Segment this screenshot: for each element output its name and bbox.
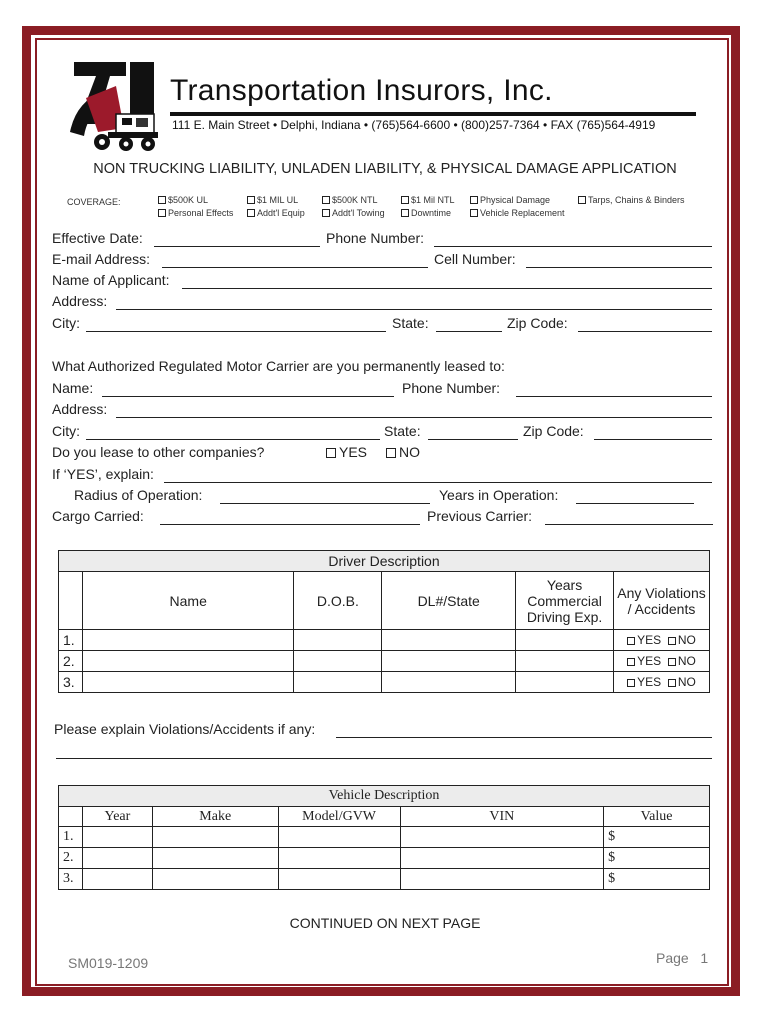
checkbox[interactable] (578, 196, 586, 204)
continued-note: CONTINUED ON NEXT PAGE (289, 915, 481, 931)
coverage-option[interactable]: Downtime (401, 208, 451, 218)
company-name: Transportation Insurors, Inc. (170, 74, 553, 107)
coverage-label: COVERAGE: (67, 197, 121, 207)
carrier-address-line[interactable] (116, 417, 712, 418)
zip-line[interactable] (578, 331, 712, 332)
phone-line[interactable] (434, 246, 712, 247)
table-header: Make (152, 807, 278, 827)
table-header: D.O.B. (294, 572, 382, 630)
driver-table (58, 550, 710, 693)
table-header: Name (82, 572, 293, 630)
cell-line[interactable] (526, 267, 712, 268)
table-row (59, 827, 710, 848)
checkbox[interactable] (668, 679, 676, 687)
table-header (59, 807, 83, 827)
row-number: 1. (59, 827, 83, 848)
coverage-option[interactable]: Vehicle Replacement (470, 208, 565, 218)
email-line[interactable] (162, 267, 428, 268)
radius-line[interactable] (220, 503, 430, 504)
row-number: 1. (59, 630, 83, 651)
checkbox[interactable] (322, 196, 330, 204)
table-header: Model/GVW (278, 807, 400, 827)
radius-label: Radius of Operation: (74, 487, 203, 503)
zip-label: Zip Code: (507, 315, 568, 331)
carrier-address-label: Address: (52, 401, 108, 417)
coverage-option[interactable]: Physical Damage (470, 195, 550, 205)
coverage-option[interactable]: Tarps, Chains & Binders (578, 195, 685, 205)
value-cell[interactable]: $ (604, 827, 710, 848)
company-address: 111 E. Main Street • Delphi, Indiana • (765)564-6600 • (800)257-7364 • FAX (765)564-4919 (172, 118, 656, 132)
applicant-name-label: Name of Applicant: (52, 272, 170, 288)
table-cell[interactable] (152, 827, 278, 848)
checkbox[interactable] (386, 448, 396, 458)
table-cell[interactable] (278, 827, 400, 848)
table-cell[interactable] (82, 827, 152, 848)
table-cell[interactable] (82, 869, 152, 890)
carrier-city-label: City: (52, 423, 80, 439)
row-number: 2. (59, 848, 83, 869)
table-row (59, 630, 710, 651)
state-line[interactable] (436, 331, 502, 332)
form-title: NON TRUCKING LIABILITY, UNLADEN LIABILITY, & PHYSICAL DAMAGE APPLICATION (93, 161, 677, 177)
table-cell[interactable] (400, 827, 604, 848)
violations-explain-line-2[interactable] (56, 758, 712, 759)
table-cell[interactable] (400, 869, 604, 890)
carrier-phone-label: Phone Number: (402, 380, 501, 396)
checkbox[interactable] (668, 637, 676, 645)
violations-yes-no[interactable]: YES NO (614, 630, 710, 651)
checkbox[interactable] (470, 196, 478, 204)
carrier-state-label: State: (384, 423, 421, 439)
checkbox[interactable] (627, 637, 635, 645)
table-cell[interactable] (382, 651, 516, 672)
table-row (59, 672, 710, 693)
lease-yes-option[interactable]: YES (326, 444, 367, 460)
table-cell[interactable] (294, 651, 382, 672)
lease-no-option[interactable]: NO (386, 444, 420, 460)
checkbox[interactable] (322, 209, 330, 217)
driver-table-title: Driver Description (59, 551, 710, 572)
row-number: 3. (59, 869, 83, 890)
carrier-city-line[interactable] (86, 439, 380, 440)
effective-date-line[interactable] (154, 246, 320, 247)
applicant-name-line[interactable] (182, 288, 712, 289)
table-header: Value (604, 807, 710, 827)
table-cell[interactable] (382, 672, 516, 693)
carrier-name-line[interactable] (102, 396, 394, 397)
email-label: E-mail Address: (52, 251, 151, 267)
carrier-zip-label: Zip Code: (523, 423, 584, 439)
violations-explain-line[interactable] (336, 737, 712, 738)
table-cell[interactable] (82, 630, 293, 651)
carrier-zip-line[interactable] (594, 439, 712, 440)
carrier-phone-line[interactable] (516, 396, 712, 397)
checkbox[interactable] (158, 196, 166, 204)
lease-question: Do you lease to other companies? (52, 444, 265, 460)
checkbox[interactable] (470, 209, 478, 217)
violations-yes-no[interactable]: YES NO (614, 672, 710, 693)
coverage-option[interactable]: $1 MIL UL (247, 195, 298, 205)
table-header: Years Commercial Driving Exp. (516, 572, 614, 630)
checkbox[interactable] (401, 196, 409, 204)
table-header: Any Violations / Accidents (614, 572, 710, 630)
table-cell[interactable] (278, 869, 400, 890)
violations-explain-label: Please explain Violations/Accidents if any: (54, 721, 316, 737)
coverage-option[interactable]: Addt'l Towing (322, 208, 385, 218)
table-header: Year (82, 807, 152, 827)
address-label: Address: (52, 293, 108, 309)
table-row (59, 651, 710, 672)
page-number: Page 1 (656, 950, 709, 966)
header-rule (170, 112, 696, 116)
table-cell[interactable] (382, 630, 516, 651)
table-cell[interactable] (294, 672, 382, 693)
state-label: State: (392, 315, 429, 331)
vehicle-table (58, 785, 710, 890)
carrier-question: What Authorized Regulated Motor Carrier are you permanently leased to: (52, 358, 505, 374)
years-operation-line[interactable] (576, 503, 694, 504)
table-cell[interactable] (516, 672, 614, 693)
table-header: DL#/State (382, 572, 516, 630)
address-line[interactable] (116, 309, 712, 310)
table-header: VIN (400, 807, 604, 827)
cargo-line[interactable] (160, 524, 420, 525)
years-operation-label: Years in Operation: (439, 487, 559, 503)
checkbox[interactable] (158, 209, 166, 217)
cell-label: Cell Number: (434, 251, 516, 267)
table-row (59, 848, 710, 869)
coverage-option[interactable]: $1 Mil NTL (401, 195, 455, 205)
table-row (59, 869, 710, 890)
phone-label: Phone Number: (326, 230, 425, 246)
table-cell[interactable] (516, 630, 614, 651)
truck-logo-icon (68, 62, 162, 152)
form-number: SM019-1209 (68, 955, 149, 971)
effective-date-label: Effective Date: (52, 230, 143, 246)
value-cell[interactable]: $ (604, 848, 710, 869)
checkbox[interactable] (326, 448, 336, 458)
coverage-option[interactable]: $500K UL (158, 195, 208, 205)
row-number: 2. (59, 651, 83, 672)
checkbox[interactable] (247, 209, 255, 217)
explain-line[interactable] (164, 482, 712, 483)
checkbox[interactable] (247, 196, 255, 204)
carrier-state-line[interactable] (428, 439, 518, 440)
table-cell[interactable] (82, 848, 152, 869)
checkbox[interactable] (401, 209, 409, 217)
previous-carrier-label: Previous Carrier: (427, 508, 533, 524)
value-cell[interactable]: $ (604, 869, 710, 890)
explain-label: If ‘YES’, explain: (52, 466, 154, 482)
city-label: City: (52, 315, 80, 331)
table-cell[interactable] (152, 848, 278, 869)
checkbox[interactable] (627, 679, 635, 687)
vehicle-table-title: Vehicle Description (59, 786, 710, 807)
row-number: 3. (59, 672, 83, 693)
table-cell[interactable] (152, 869, 278, 890)
table-cell[interactable] (516, 651, 614, 672)
checkbox[interactable] (668, 658, 676, 666)
table-cell[interactable] (400, 848, 604, 869)
previous-carrier-line[interactable] (545, 524, 713, 525)
checkbox[interactable] (627, 658, 635, 666)
cargo-label: Cargo Carried: (52, 508, 144, 524)
table-cell[interactable] (294, 630, 382, 651)
table-cell[interactable] (82, 651, 293, 672)
city-line[interactable] (86, 331, 386, 332)
coverage-option[interactable]: Personal Effects (158, 208, 233, 218)
coverage-option[interactable]: $500K NTL (322, 195, 378, 205)
carrier-name-label: Name: (52, 380, 94, 396)
violations-yes-no[interactable]: YES NO (614, 651, 710, 672)
table-header (59, 572, 83, 630)
table-cell[interactable] (278, 848, 400, 869)
table-cell[interactable] (82, 672, 293, 693)
coverage-option[interactable]: Addt'l Equip (247, 208, 305, 218)
